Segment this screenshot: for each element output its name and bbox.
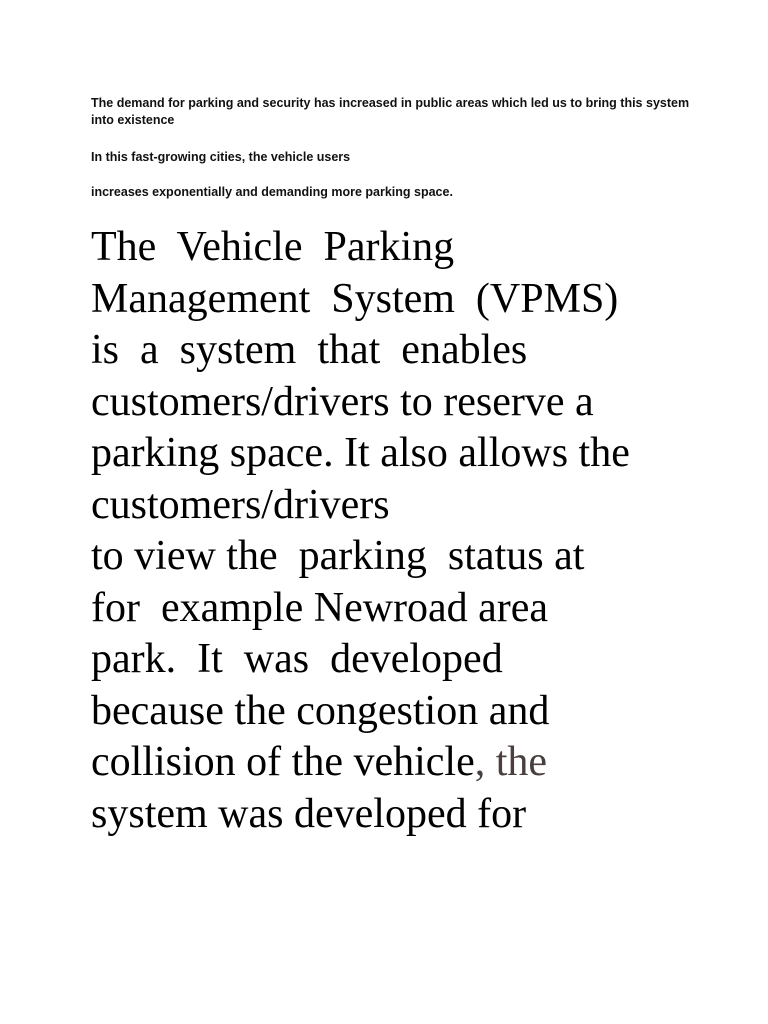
body-line: customers/drivers	[91, 481, 390, 528]
vpms-description	[91, 222, 731, 840]
body-line: to view the parking status at	[91, 533, 585, 579]
body-line: is a system that enables	[91, 327, 528, 373]
body-line: for example Newroad area	[91, 584, 549, 631]
body-line: customers/drivers to reserve a	[91, 378, 594, 425]
body-line: parking space. It also allows the	[91, 430, 630, 476]
body-line: because the congestion and	[91, 687, 550, 734]
body-line-text: collision of the vehicle	[91, 739, 475, 785]
intro-paragraph-exponential: increases exponentially and demanding more parking space.	[91, 185, 453, 199]
body-line: system was developed for	[91, 790, 527, 837]
body-line: Management System (VPMS)	[91, 275, 619, 322]
intro-paragraph-cities: In this fast-growing cities, the vehicle users	[91, 150, 351, 164]
body-line: The Vehicle Parking	[91, 224, 455, 270]
body-line-faded-tail: , the	[474, 739, 548, 785]
body-line-collision	[91, 737, 731, 789]
body-line: park. It was developed	[91, 636, 503, 682]
intro-paragraph-demand: The demand for parking and security has increased in public areas which led us to bring this system into existence	[91, 96, 690, 127]
